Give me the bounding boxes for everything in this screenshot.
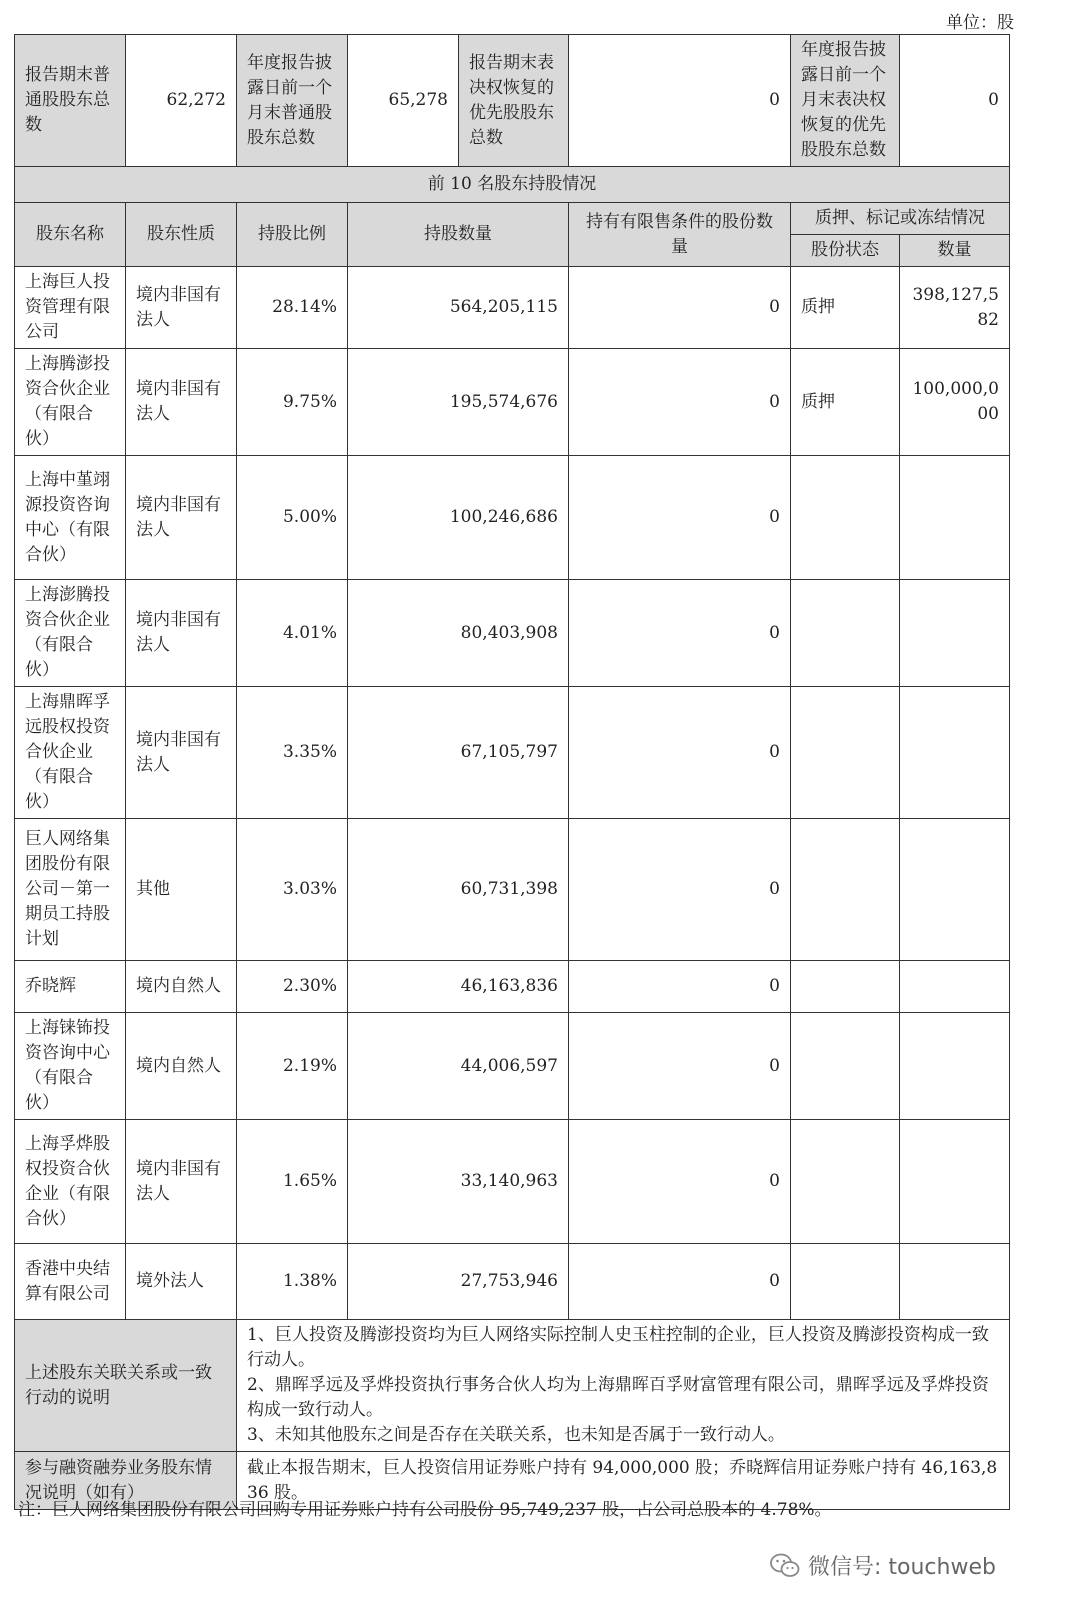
shareholder-nature: 境内非国有法人 [126, 349, 237, 456]
shareholder-nature: 其他 [126, 819, 237, 961]
shareholder-nature: 境内自然人 [126, 961, 237, 1013]
shareholder-table [14, 34, 1010, 1510]
pledge-quantity: 100,000,000 [900, 349, 1010, 456]
wechat-icon [770, 1553, 800, 1579]
shareholder-nature: 境外法人 [126, 1244, 237, 1320]
shareholder-nature: 境内非国有法人 [126, 456, 237, 580]
pledge-quantity [900, 961, 1010, 1013]
summary-label-holders-prior: 年度报告披露日前一个月末普通股股东总数 [237, 35, 348, 167]
summary-label-holders: 报告期末普通股股东总数 [15, 35, 126, 167]
header-name: 股东名称 [15, 203, 126, 267]
shareholder-ratio: 4.01% [237, 580, 348, 687]
section-title-row [15, 167, 1010, 203]
header-pledge-status: 股份状态 [791, 235, 900, 267]
shareholder-quantity: 44,006,597 [348, 1013, 569, 1120]
shareholder-restricted: 0 [569, 687, 791, 819]
shareholder-ratio: 2.30% [237, 961, 348, 1013]
shareholder-quantity: 195,574,676 [348, 349, 569, 456]
pledge-quantity [900, 687, 1010, 819]
shareholder-name: 上海铼钸投资咨询中心（有限合伙） [15, 1013, 126, 1120]
summary-label-pref-prior: 年度报告披露日前一个月末表决权恢复的优先股股东总数 [791, 35, 900, 167]
pledge-quantity [900, 1244, 1010, 1320]
watermark [770, 1550, 996, 1581]
shareholder-ratio: 5.00% [237, 456, 348, 580]
table-row [15, 961, 1010, 1013]
relation-text [237, 1320, 1010, 1452]
section-title: 前 10 名股东持股情况 [15, 167, 1010, 203]
shareholder-name: 上海孚烨股权投资合伙企业（有限合伙） [15, 1120, 126, 1244]
shareholder-restricted: 0 [569, 819, 791, 961]
pledge-status [791, 1013, 900, 1120]
relation-item: 1、巨人投资及腾澎投资均为巨人网络实际控制人史玉柱控制的企业，巨人投资及腾澎投资构成一致行动人。 [247, 1325, 989, 1370]
margin-text: 截止本报告期末，巨人投资信用证券账户持有 94,000,000 股；乔晓辉信用证券账户持有 46,163,836 股。 [237, 1452, 1010, 1510]
pledge-status [791, 961, 900, 1013]
shareholder-quantity: 46,163,836 [348, 961, 569, 1013]
header-nature: 股东性质 [126, 203, 237, 267]
shareholder-restricted: 0 [569, 1244, 791, 1320]
shareholder-name: 上海中堇翊源投资咨询中心（有限合伙） [15, 456, 126, 580]
shareholder-ratio: 3.35% [237, 687, 348, 819]
pledge-quantity: 398,127,582 [900, 267, 1010, 349]
pledge-quantity [900, 1120, 1010, 1244]
watermark-text: 微信号: touchweb [808, 1555, 996, 1580]
shareholder-quantity: 67,105,797 [348, 687, 569, 819]
pledge-quantity [900, 580, 1010, 687]
pledge-quantity [900, 1013, 1010, 1120]
header-pledge-group: 质押、标记或冻结情况 [791, 203, 1010, 235]
table-row [15, 267, 1010, 349]
header-ratio: 持股比例 [237, 203, 348, 267]
pledge-quantity [900, 819, 1010, 961]
summary-row [15, 35, 1010, 167]
shareholder-name: 香港中央结算有限公司 [15, 1244, 126, 1320]
shareholder-quantity: 80,403,908 [348, 580, 569, 687]
relation-label: 上述股东关联关系或一致行动的说明 [15, 1320, 237, 1452]
shareholder-restricted: 0 [569, 267, 791, 349]
table-row [15, 1013, 1010, 1120]
pledge-status [791, 1120, 900, 1244]
shareholder-restricted: 0 [569, 349, 791, 456]
pledge-status [791, 456, 900, 580]
shareholder-quantity: 564,205,115 [348, 267, 569, 349]
pledge-status [791, 687, 900, 819]
header-row [15, 203, 1010, 235]
shareholder-name: 上海腾澎投资合伙企业（有限合伙） [15, 349, 126, 456]
shareholder-ratio: 3.03% [237, 819, 348, 961]
summary-value-holders-prior: 65,278 [348, 35, 459, 167]
pledge-status [791, 580, 900, 687]
shareholder-quantity: 33,140,963 [348, 1120, 569, 1244]
shareholder-restricted: 0 [569, 580, 791, 687]
summary-value-holders: 62,272 [126, 35, 237, 167]
shareholder-restricted: 0 [569, 1013, 791, 1120]
relation-item: 2、鼎晖孚远及孚烨投资执行事务合伙人均为上海鼎晖百孚财富管理有限公司，鼎晖孚远及孚烨投资构成一致行动人。 [247, 1375, 989, 1420]
header-restricted: 持有有限售条件的股份数量 [569, 203, 791, 267]
shareholder-ratio: 9.75% [237, 349, 348, 456]
shareholder-restricted: 0 [569, 961, 791, 1013]
shareholder-nature: 境内非国有法人 [126, 1120, 237, 1244]
shareholder-nature: 境内自然人 [126, 1013, 237, 1120]
table-row [15, 1120, 1010, 1244]
shareholder-name: 上海巨人投资管理有限公司 [15, 267, 126, 349]
margin-label: 参与融资融券业务股东情况说明（如有） [15, 1452, 237, 1510]
shareholder-quantity: 60,731,398 [348, 819, 569, 961]
shareholder-ratio: 28.14% [237, 267, 348, 349]
pledge-quantity [900, 456, 1010, 580]
footnote: 注：巨人网络集团股份有限公司回购专用证券账户持有公司股份 95,749,237 股，占公司总股本的 4.78%。 [18, 1500, 832, 1520]
shareholder-restricted: 0 [569, 456, 791, 580]
pledge-status: 质押 [791, 267, 900, 349]
pledge-status: 质押 [791, 349, 900, 456]
shareholder-quantity: 27,753,946 [348, 1244, 569, 1320]
summary-label-pref: 报告期末表决权恢复的优先股股东总数 [459, 35, 569, 167]
relation-item: 3、未知其他股东之间是否存在关联关系，也未知是否属于一致行动人。 [247, 1425, 785, 1445]
shareholder-name: 上海澎腾投资合伙企业（有限合伙） [15, 580, 126, 687]
shareholder-name: 巨人网络集团股份有限公司－第一期员工持股计划 [15, 819, 126, 961]
header-quantity: 持股数量 [348, 203, 569, 267]
summary-value-pref-prior: 0 [900, 35, 1010, 167]
relation-row [15, 1320, 1010, 1452]
shareholder-quantity: 100,246,686 [348, 456, 569, 580]
shareholder-ratio: 1.38% [237, 1244, 348, 1320]
header-pledge-quantity: 数量 [900, 235, 1010, 267]
shareholder-nature: 境内非国有法人 [126, 580, 237, 687]
table-row [15, 349, 1010, 456]
table-row [15, 687, 1010, 819]
table-row [15, 819, 1010, 961]
shareholder-name: 乔晓辉 [15, 961, 126, 1013]
shareholder-restricted: 0 [569, 1120, 791, 1244]
summary-value-pref: 0 [569, 35, 791, 167]
unit-label: 单位：股 [946, 13, 1014, 33]
shareholder-nature: 境内非国有法人 [126, 267, 237, 349]
shareholder-ratio: 2.19% [237, 1013, 348, 1120]
shareholder-ratio: 1.65% [237, 1120, 348, 1244]
shareholder-name: 上海鼎晖孚远股权投资合伙企业（有限合伙） [15, 687, 126, 819]
table-row [15, 456, 1010, 580]
table-row [15, 580, 1010, 687]
pledge-status [791, 1244, 900, 1320]
pledge-status [791, 819, 900, 961]
shareholder-nature: 境内非国有法人 [126, 687, 237, 819]
table-row [15, 1244, 1010, 1320]
